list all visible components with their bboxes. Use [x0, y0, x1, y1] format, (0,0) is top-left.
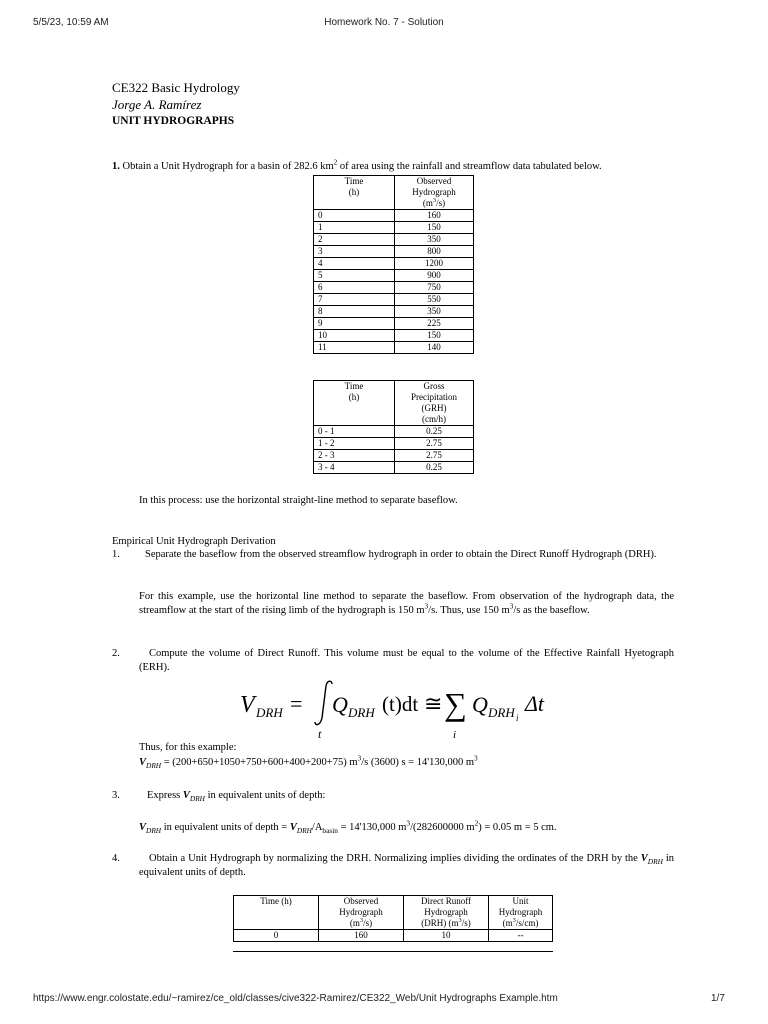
process-note: In this process: use the horizontal straight-line method to separate baseflow. [139, 495, 458, 506]
col-observed-header: Observed Hydrograph $(m^3/s)$ [395, 176, 474, 210]
table-cell: 900 [395, 270, 474, 282]
eq-q: Q [332, 692, 348, 717]
eq-t-dt: (t)dt [382, 692, 419, 716]
table-row [314, 330, 474, 342]
course-title: CE322 Basic Hydrology [112, 80, 240, 95]
eq-drh-sub: DRH [256, 705, 283, 720]
table-cell: 5 [314, 270, 395, 282]
step3-text: Express $V_{DRH}$ in equivalent units of depth: [147, 790, 326, 804]
table-row [314, 318, 474, 330]
derivation-title: Empirical Unit Hydrograph Derivation [112, 536, 276, 547]
print-datetime: 5/5/23, 10:59 AM [33, 17, 109, 28]
table-cell: 0 - 1 [314, 426, 395, 438]
table-row [314, 270, 474, 282]
table-cell: 3 [314, 246, 395, 258]
table-cell: 1 - 2 [314, 438, 395, 450]
table-cell: 225 [395, 318, 474, 330]
eq-sum-lower: i [453, 729, 457, 738]
table-row [234, 930, 553, 942]
step1-text: Separate the baseflow from the observed streamflow hydrograph in order to obtain the Direct Runoff Hydrograph (DRH). [145, 549, 657, 560]
table-row [314, 450, 474, 462]
section-title: UNIT HYDROGRAPHS [112, 115, 235, 127]
eq-int-lower: t [318, 727, 322, 738]
step4-number: 4. [112, 853, 120, 864]
table-cell: 160 [395, 210, 474, 222]
uh-col-time: Time (h) [234, 896, 319, 930]
table-cell: 350 [395, 306, 474, 318]
table-cell: 3 - 4 [314, 462, 395, 474]
thus-label: Thus, for this example: [139, 742, 237, 753]
vdrh-equation [240, 678, 560, 738]
problem-number: 1. [112, 161, 120, 172]
table-cell: 2 [314, 234, 395, 246]
col-time-header: Time (h) [314, 176, 395, 210]
table-cell: 9 [314, 318, 395, 330]
table-cell: 1 [314, 222, 395, 234]
eq-equals: = [290, 691, 303, 716]
step1-number: 1. [112, 549, 120, 560]
eq-q2: Q [472, 692, 488, 717]
print-title: Homework No. 7 - Solution [324, 17, 444, 28]
table-cell: 350 [395, 234, 474, 246]
table-cell: 2 - 3 [314, 450, 395, 462]
table-cell: 150 [395, 330, 474, 342]
step2-number: 2. [112, 648, 120, 659]
print-page-number: 1/7 [711, 993, 725, 1004]
table-cell: 2.75 [395, 450, 474, 462]
table-row [314, 258, 474, 270]
table-row [314, 234, 474, 246]
table-cell: 2.75 [395, 438, 474, 450]
uh-col-drh: Direct Runoff Hydrograph (DRH) $(m^3/s)$ [404, 896, 489, 930]
table-cell: 10 [314, 330, 395, 342]
uh-col-unit-hydrograph: Unit Hydrograph $(m^3/s/cm)$ [489, 896, 553, 930]
table-row [314, 282, 474, 294]
table-cell: 140 [395, 342, 474, 354]
table-row [314, 426, 474, 438]
vdrh-calculation: $V_{DRH} = (200+650+1050+750+600+400+200+75)$ $m^3/s$ (3600) s = 14'130,000 $m^3$ [139, 753, 478, 771]
table-cell: 0 [314, 210, 395, 222]
col-gross-precip-header: Gross Precipitation (GRH) (cm/h) [395, 381, 474, 426]
table-row [314, 210, 474, 222]
table-cell: 160 [319, 930, 404, 942]
eq-drh-i-sub: DRH [488, 705, 515, 720]
table-cell: 0.25 [395, 462, 474, 474]
integral-sign-icon [315, 681, 332, 724]
table-cell: 150 [395, 222, 474, 234]
problem-text-b: of area using the rainfall and streamflow data tabulated below. [337, 161, 602, 172]
table-cell: 750 [395, 282, 474, 294]
step4-text: Obtain a Unit Hydrograph by normalizing the DRH. Normalizing implies dividing the ordinates of the DRH by the $V_{DRH}$ in equivalent units of depth. [139, 853, 674, 878]
eq-v: V [240, 692, 255, 718]
step3-number: 3. [112, 790, 120, 801]
eq-approx: ≅ [424, 691, 443, 716]
table-cell: 6 [314, 282, 395, 294]
table-row [314, 306, 474, 318]
eq-i-sub: i [516, 713, 519, 723]
table-cell: 0.25 [395, 426, 474, 438]
table-cell: 800 [395, 246, 474, 258]
problem-sup: 2 [333, 157, 338, 167]
table-cutoff-line [233, 951, 553, 952]
table-cell: 7 [314, 294, 395, 306]
col-time-header: Time (h) [314, 381, 395, 426]
observed-hydrograph-table [313, 175, 474, 354]
table-cell: 4 [314, 258, 395, 270]
table-cell: 0 [234, 930, 319, 942]
eq-drh-sub2: DRH [348, 705, 375, 720]
gross-precipitation-table [313, 380, 474, 474]
problem-text-a: Obtain a Unit Hydrograph for a basin of 282.6 km [119, 161, 334, 172]
table-row [314, 462, 474, 474]
print-url[interactable]: https://www.engr.colostate.edu/~ramirez/ce_old/classes/cive322-Ramirez/CE322_Web/Unit Hydrographs Example.htm [33, 993, 558, 1004]
problem-statement [112, 157, 672, 174]
unit-hydrograph-table [233, 895, 553, 942]
table-cell: 8 [314, 306, 395, 318]
table-row [314, 222, 474, 234]
table-cell: 10 [404, 930, 489, 942]
table-row [314, 294, 474, 306]
table-row [314, 342, 474, 354]
table-row [314, 246, 474, 258]
table-cell: 550 [395, 294, 474, 306]
depth-calculation: $V_{DRH}$ in equivalent units of depth = $V_{DRH}/A_{basin} = 14'130,000$ $m^3/(282600000$ $m^2) = 0.05$ m = 5 cm. [139, 818, 557, 836]
eq-delta-t: Δt [525, 691, 545, 716]
step2-text: Compute the volume of Direct Runoff. This volume must be equal to the volume of the Effective Rainfall Hyetograph (ERH). [139, 648, 674, 673]
step1-detail: For this example, use the horizontal line method to separate the baseflow. From observation of the hydrograph data, the streamflow at the start of the rising limb of the hydrograph is 150 $m^3/s$. Thus, use 150 $m^3/s$ as the baseflow. [139, 591, 674, 616]
table-cell: 11 [314, 342, 395, 354]
summation-sign-icon: ∑ [444, 686, 467, 722]
table-cell: -- [489, 930, 553, 942]
table-row [314, 438, 474, 450]
author-name: Jorge A. Ramírez [112, 97, 202, 112]
table-cell: 1200 [395, 258, 474, 270]
uh-col-observed: Observed Hydrograph $(m^3/s)$ [319, 896, 404, 930]
